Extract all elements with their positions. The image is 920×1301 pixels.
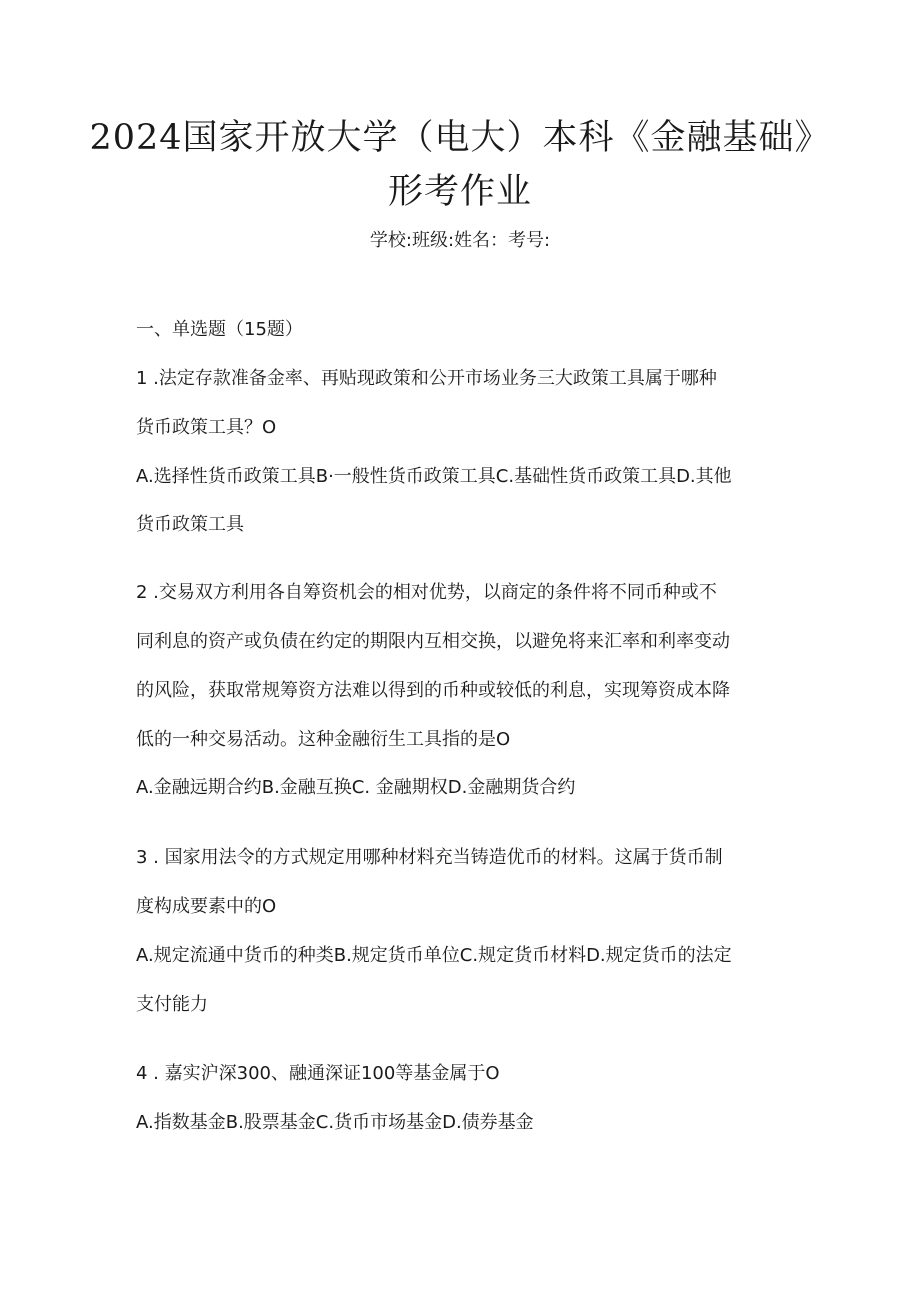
question-3-stem-line-2: 度构成要素中的O [136,896,277,917]
document-title-line-2: 形考作业 [387,172,532,212]
student-info-line: 学校:班级:姓名：考号: [369,230,551,251]
question-3-options-line-1: A.规定流通中货币的种类B.规定货币单位C.规定货币材料D.规定货币的法定 [136,945,732,966]
question-3-options-line-2: 支付能力 [136,994,208,1015]
section-heading: 一、单选题（15题） [136,319,303,340]
question-2-stem-line-3: 的风险，获取常规筹资方法难以得到的币种或较低的利息，实现筹资成本降 [136,680,730,701]
question-2-stem-line-4: 低的一种交易活动。这种金融衍生工具指的是O [136,729,511,750]
question-2-stem-line-2: 同利息的资产或负债在约定的期限内互相交换，以避免将来汇率和利率变动 [136,631,730,652]
question-2-stem-line-1: 2 .交易双方利用各自筹资机会的相对优势，以商定的条件将不同币种或不 [136,582,717,603]
document-title-line-1: 2024国家开放大学（电大）本科《金融基础》 [89,118,831,158]
question-1-stem-line-2: 货币政策工具？O [136,417,277,438]
question-1-options-line-1: A.选择性货币政策工具B·一般性货币政策工具C.基础性货币政策工具D.其他 [136,466,732,487]
question-3-stem-line-1: 3 . 国家用法令的方式规定用哪种材料充当铸造优币的材料。这属于货币制 [136,847,723,868]
question-1-options-line-2: 货币政策工具 [136,514,244,535]
question-4-options-line-1: A.指数基金B.股票基金C.货币市场基金D.债券基金 [136,1112,534,1133]
question-1-stem-line-1: 1 .法定存款准备金率、再贴现政策和公开市场业务三大政策工具属于哪种 [136,368,717,389]
question-2-options-line-1: A.金融远期合约B.金融互换C. 金融期权D.金融期货合约 [136,777,576,798]
question-4-stem-line-1: 4 . 嘉实沪深300、融通深证100等基金属于O [136,1063,500,1084]
